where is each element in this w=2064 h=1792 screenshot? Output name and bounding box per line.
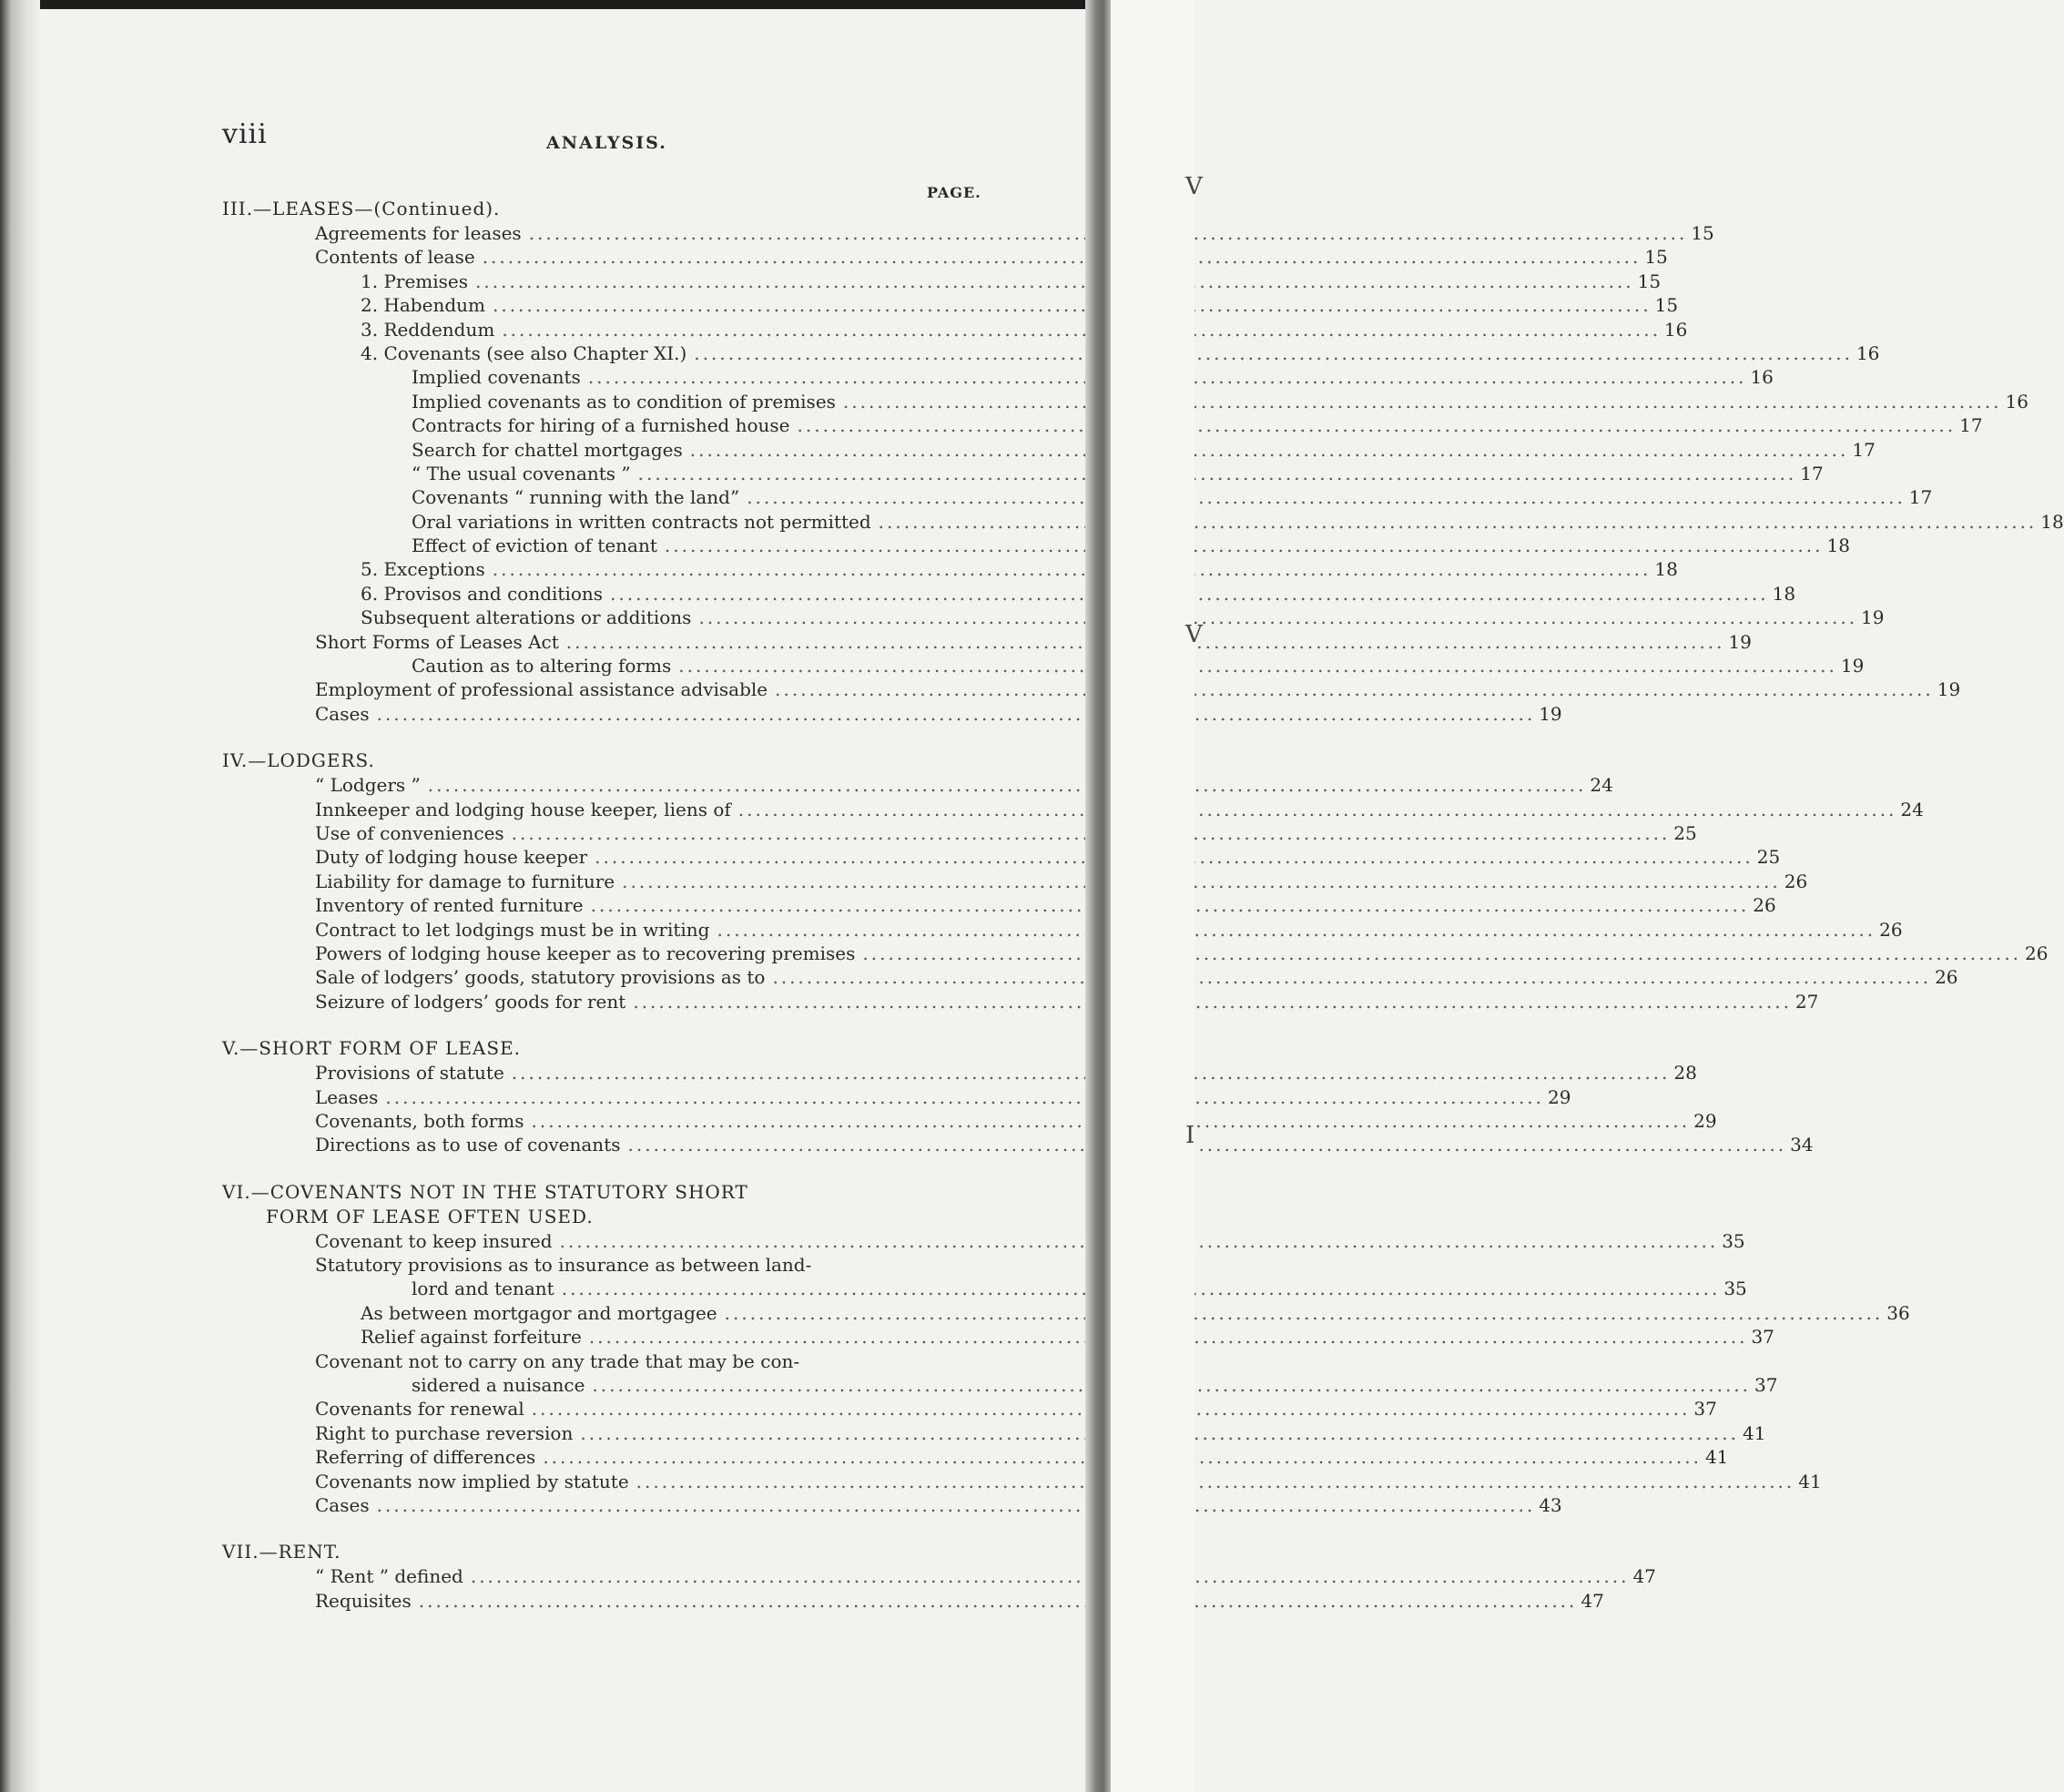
toc-entry-page: 15 (1691, 222, 1714, 244)
dot-leader (862, 942, 2021, 965)
toc-entry (222, 821, 1697, 845)
dot-leader (622, 870, 1781, 893)
toc-entry-title: Powers of lodging house keeper as to recovering premises (315, 942, 856, 964)
section-heading (222, 1036, 987, 1061)
toc-entry-page: 26 (1879, 918, 1903, 941)
toc-entry (222, 1253, 987, 1277)
dot-leader (377, 1493, 1536, 1517)
toc-entry (222, 773, 1613, 797)
dot-leader (747, 485, 1906, 509)
toc-entry (222, 1470, 1822, 1493)
dot-leader (428, 773, 1587, 797)
toc-entry (222, 534, 1850, 557)
toc-entry-page: 35 (1723, 1278, 1747, 1300)
toc-entry-title: Covenant not to carry on any trade that may be con- (315, 1349, 800, 1372)
toc-entry-page: 17 (1852, 438, 1876, 461)
toc-entry (222, 582, 1796, 606)
dot-leader (694, 341, 1853, 365)
toc-entry-title: Covenant to keep insured (315, 1229, 553, 1252)
toc-entry-title: Liability for damage to furniture (315, 870, 615, 892)
toc-entry-title: sidered a nuisance (412, 1374, 585, 1397)
toc-entry (222, 1085, 1571, 1109)
toc-entry (222, 870, 1808, 893)
toc-entry (222, 630, 1752, 654)
toc-entry (222, 654, 1865, 677)
toc-entry (222, 557, 1678, 581)
toc-entry-page: 19 (1539, 702, 1562, 725)
section-heading (222, 1540, 987, 1564)
toc-entry-page: 18 (1654, 558, 1678, 581)
dot-leader (636, 1470, 1795, 1493)
section-heading (222, 748, 987, 773)
toc-entry-page: 36 (1886, 1301, 1910, 1324)
dot-leader (377, 702, 1536, 726)
toc-entry-title: Employment of professional assistance advisable (315, 678, 768, 701)
toc-entry-title: “ The usual covenants ” (412, 462, 631, 484)
toc-entry (222, 1493, 1562, 1517)
toc-entry-title: Covenants, both forms (315, 1109, 524, 1132)
toc-entry-page: 16 (2005, 390, 2028, 412)
toc-entry-page: 26 (1784, 870, 1808, 892)
toc-entry-page: 24 (1590, 774, 1613, 797)
facing-page-mark: V (1185, 173, 1203, 200)
toc-entry-title: Requisites (315, 1589, 412, 1612)
toc-entry (222, 438, 1876, 462)
toc-entry (222, 510, 2064, 534)
toc-entry-title: “ Rent ” defined (315, 1565, 463, 1588)
dot-leader (665, 534, 1824, 557)
dot-leader (798, 413, 1957, 437)
toc-entry-page: 18 (1772, 582, 1796, 605)
toc-entry (222, 390, 2028, 413)
toc-entry-title: Directions as to use of covenants (315, 1134, 621, 1156)
toc-entry (222, 462, 1824, 485)
toc-entry (222, 365, 1774, 389)
toc-entry-title: 2. Habendum (361, 294, 485, 317)
toc-entry (222, 606, 1885, 629)
toc-entry (222, 1445, 1729, 1469)
toc-entry-page: 18 (2040, 510, 2064, 533)
toc-entry (222, 990, 1819, 1013)
toc-entry-page: 26 (1753, 894, 1776, 917)
toc-entry-title: Covenants for renewal (315, 1398, 524, 1420)
toc-entry-title: Sale of lodgers’ goods, statutory provisions as to (315, 966, 766, 989)
dot-leader (419, 1589, 1578, 1613)
toc-entry-title: As between mortgagor and mortgagee (361, 1301, 717, 1324)
toc-entry (222, 413, 1983, 437)
toc-entry (222, 1373, 1778, 1397)
toc-entry-title: Oral variations in written contracts not permitted (412, 510, 871, 533)
toc-entry-page: 41 (1742, 1421, 1766, 1444)
section-heading-continuation: FORM OF LEASE OFTEN USED. (266, 1205, 594, 1227)
toc-entry (222, 341, 1880, 365)
toc-entry-page: 47 (1632, 1565, 1656, 1588)
toc-entry-page: 19 (1728, 630, 1752, 653)
dot-leader (690, 438, 1849, 462)
section-heading-text: VI.—COVENANTS NOT IN THE STATUTORY SHORT (222, 1180, 748, 1203)
toc-entry-page: 37 (1754, 1374, 1778, 1397)
toc-entry-page: 16 (1663, 318, 1688, 341)
section-heading-text: III.—LEASES—(Continued). (222, 198, 501, 219)
book-gutter (1085, 0, 1111, 1792)
toc-entry (222, 1133, 1814, 1156)
section-spacer (222, 726, 987, 748)
toc-entry-title: Implied covenants (412, 366, 581, 389)
toc-entry-title: Duty of lodging house keeper (315, 846, 588, 869)
toc-entry-page: 15 (1654, 294, 1679, 317)
toc-entry-page: 15 (1644, 246, 1668, 269)
section-heading (222, 1180, 987, 1229)
dot-leader (772, 965, 1931, 989)
toc-entry-page: 16 (1856, 341, 1880, 364)
toc-entry-title: 4. Covenants (see also Chapter XI.) (361, 341, 687, 364)
toc-entry-title: Contents of lease (315, 246, 475, 269)
toc-entry-title: Cases (315, 1493, 370, 1516)
toc-entry-page: 19 (1937, 678, 1961, 701)
toc-entry (222, 677, 1961, 701)
toc-entry-page: 19 (1861, 606, 1885, 629)
toc-entry-title: Inventory of rented furniture (315, 894, 584, 917)
toc-entry-title: Provisions of statute (315, 1062, 504, 1084)
toc-entry-page: 19 (1840, 655, 1865, 677)
section-heading-text: VII.—RENT. (222, 1541, 341, 1563)
toc-entry (222, 221, 1714, 245)
toc-entry-page: 34 (1790, 1134, 1814, 1156)
toc-entry-page: 37 (1693, 1398, 1717, 1420)
toc-entry-page: 37 (1751, 1326, 1774, 1349)
section-heading-text: V.—SHORT FORM OF LEASE. (222, 1037, 522, 1060)
toc-entry (222, 1349, 987, 1373)
section-spacer (222, 1013, 987, 1036)
page-number: viii (222, 118, 268, 150)
toc-entry (222, 293, 1679, 317)
toc-entry (222, 702, 1562, 726)
toc-entry (222, 1421, 1766, 1445)
toc-entry (222, 1109, 1717, 1133)
toc-entry-title: lord and tenant (412, 1278, 554, 1300)
toc-entry-title: Covenants “ running with the land” (412, 486, 740, 509)
toc-entry-title: Agreements for leases (315, 222, 522, 244)
section-spacer (222, 1517, 987, 1540)
dot-leader (717, 918, 1876, 942)
toc-entry-title: Covenants now implied by statute (315, 1470, 629, 1492)
dot-leader (628, 1133, 1787, 1156)
toc-entry-title: Relief against forfeiture (361, 1326, 582, 1349)
toc-entry-page: 24 (1900, 798, 1924, 820)
dot-leader (879, 510, 2038, 534)
toc-entry (222, 845, 1781, 869)
toc-entry-page: 25 (1673, 821, 1697, 844)
toc-entry-title: Subsequent alterations or additions (361, 606, 692, 629)
toc-entry (222, 1325, 1774, 1349)
facing-page-mark: I (1185, 1122, 1195, 1149)
toc-entry (222, 1229, 1745, 1253)
toc-entry-title: Use of conveniences (315, 821, 504, 844)
toc-entry-page: 26 (1935, 966, 1958, 989)
toc-entry (222, 918, 1903, 942)
dot-leader (471, 1564, 1630, 1588)
toc-entry-title: Caution as to altering forms (412, 655, 672, 677)
toc-entry-title: 3. Reddendum (361, 318, 495, 341)
toc-entry-title: Referring of differences (315, 1446, 536, 1469)
facing-page-edge (1111, 0, 1203, 1792)
table-of-contents (222, 197, 2064, 1613)
dot-leader (483, 245, 1642, 269)
toc-entry-page: 28 (1673, 1062, 1697, 1084)
toc-entry-page: 29 (1548, 1085, 1571, 1108)
dot-leader (725, 1301, 1884, 1325)
toc-entry-title: Leases (315, 1085, 379, 1108)
toc-entry (222, 270, 1662, 293)
toc-entry-title: Seizure of lodgers’ goods for rent (315, 990, 626, 1013)
dot-leader (698, 606, 1857, 629)
toc-entry-title: Effect of eviction of tenant (412, 535, 657, 557)
toc-entry (222, 965, 1958, 989)
toc-entry-page: 16 (1750, 366, 1774, 389)
toc-entry-page: 26 (2025, 942, 2049, 964)
toc-entry-page: 35 (1722, 1229, 1745, 1252)
section-heading-text: IV.—LODGERS. (222, 749, 375, 772)
toc-entry-page: 41 (1704, 1446, 1729, 1469)
toc-entry-page: 27 (1795, 990, 1819, 1013)
dot-leader (475, 270, 1634, 293)
facing-page-mark: V (1185, 621, 1203, 648)
toc-entry-page: 17 (1959, 414, 1983, 437)
toc-entry-title: Implied covenants as to condition of premises (412, 390, 836, 412)
dot-leader (633, 990, 1792, 1013)
toc-entry-title: Cases (315, 702, 370, 725)
toc-entry-title: 1. Premises (361, 270, 469, 292)
toc-entry-title: Search for chattel mortgages (412, 438, 683, 461)
toc-entry (222, 1589, 1604, 1613)
toc-entry-title: 5. Exceptions (361, 558, 485, 581)
toc-entry-title: Contract to let lodgings must be in writing (315, 918, 710, 941)
dot-leader (738, 798, 1897, 821)
toc-entry-page: 17 (1800, 462, 1824, 484)
page-column-label: PAGE. (927, 184, 981, 201)
toc-entry-title: Short Forms of Leases Act (315, 630, 559, 653)
toc-entry (222, 485, 1933, 509)
toc-entry-page: 15 (1637, 270, 1662, 292)
dot-leader (385, 1085, 1544, 1109)
toc-entry (222, 245, 1668, 269)
toc-entry-title: Contracts for hiring of a furnished house (412, 414, 790, 437)
toc-entry-title: Statutory provisions as to insurance as between land- (315, 1254, 812, 1277)
running-head: ANALYSIS. (546, 133, 667, 153)
dot-leader (638, 462, 1797, 485)
section-heading (222, 197, 987, 221)
toc-entry (222, 942, 2049, 965)
toc-entry-page: 18 (1826, 535, 1850, 557)
toc-entry-page: 47 (1581, 1589, 1604, 1612)
toc-entry-title: “ Lodgers ” (315, 774, 421, 797)
toc-entry-title: 6. Provisos and conditions (361, 582, 604, 605)
dot-leader (502, 318, 1661, 341)
toc-entry-page: 41 (1798, 1470, 1822, 1492)
dot-leader (843, 390, 2002, 413)
dot-leader (493, 557, 1652, 581)
toc-entry (222, 893, 1776, 917)
section-spacer (222, 1157, 987, 1180)
dot-leader (493, 293, 1652, 317)
toc-entry (222, 1061, 1697, 1084)
dot-leader (775, 677, 1934, 701)
toc-entry-page: 43 (1539, 1493, 1562, 1516)
toc-entry-title: Innkeeper and lodging house keeper, liens of (315, 798, 731, 820)
toc-entry-page: 17 (1908, 486, 1933, 509)
toc-entry (222, 318, 1688, 341)
toc-entry (222, 798, 1924, 821)
toc-entry (222, 1301, 1910, 1325)
toc-entry (222, 1277, 1747, 1300)
toc-entry-page: 25 (1756, 846, 1781, 869)
toc-entry (222, 1397, 1717, 1420)
toc-entry-page: 29 (1693, 1109, 1717, 1132)
toc-entry-title: Right to purchase reversion (315, 1421, 574, 1444)
toc-entry (222, 1564, 1656, 1588)
dot-leader (678, 654, 1837, 677)
